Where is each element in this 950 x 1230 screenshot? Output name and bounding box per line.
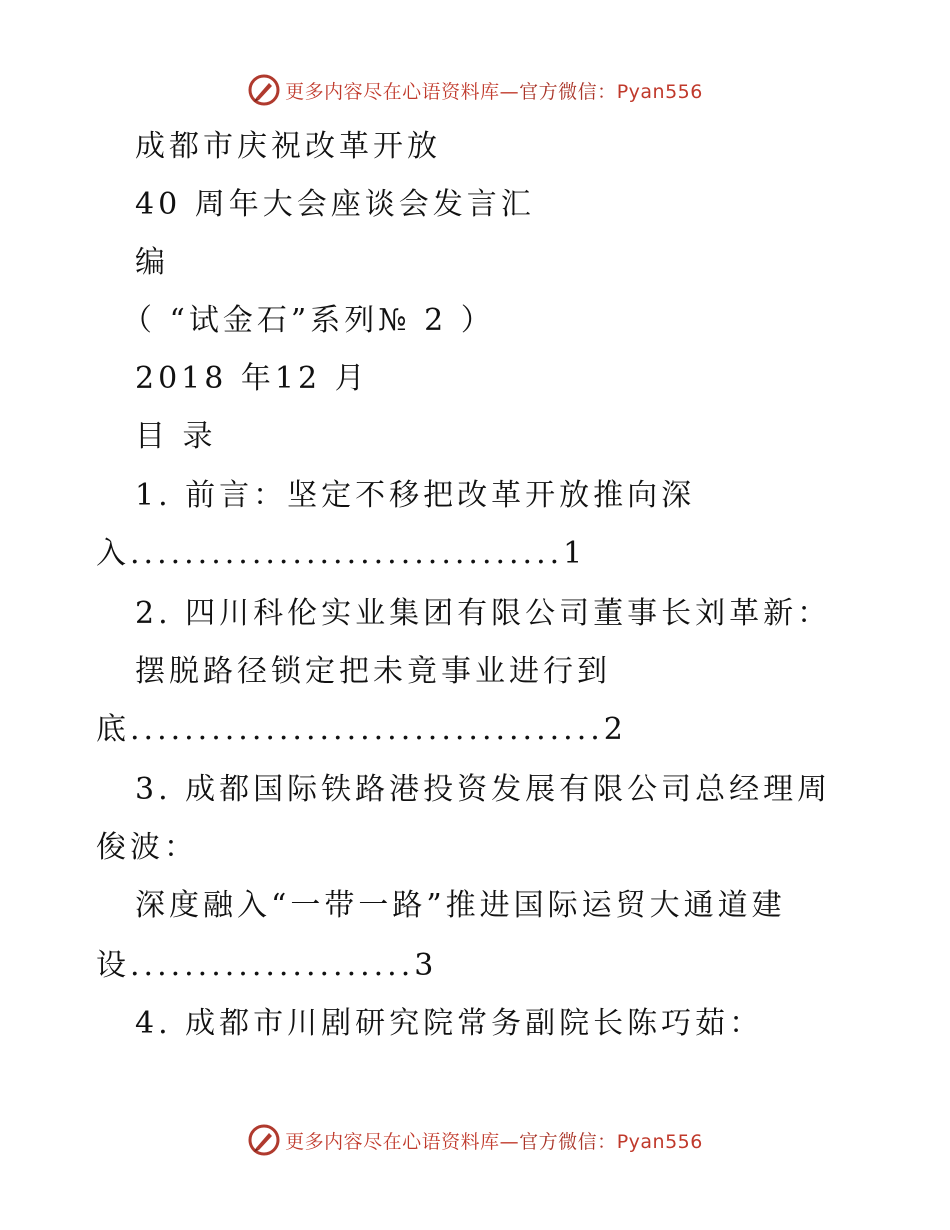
toc-item-3-leader [96,946,437,986]
toc-item-3-title-cont: 俊波： [96,830,198,865]
banner-wechat-id: Pyan556 [616,80,703,103]
banner-site: 更多内容尽在心语资料库 [285,80,500,103]
toc-item-1-page: 1 [563,536,587,571]
toc-item-2-title: 2. 四川科伦实业集团有限公司董事长刘革新： [135,596,832,631]
toc-item-1-dots: ................................ [130,536,564,571]
toc-item-1-leader [96,534,586,574]
toc-item-3-title: 3. 成都国际铁路港投资发展有限公司总经理周 [135,772,832,807]
quill-logo-icon [247,1123,281,1157]
toc-item-1-tail: 入 [96,536,130,571]
banner-label: 官方微信： [519,80,617,103]
banner-separator: — [499,80,520,103]
toc-item-2-dots: ................................... [130,712,604,747]
footer-banner [0,1120,950,1160]
toc-item-1-title: 1. 前言：坚定不移把改革开放推向深 [135,478,696,513]
banner-text [285,1127,703,1154]
toc-item-2-page: 2 [603,712,627,747]
banner-wechat-id: Pyan556 [616,1130,703,1153]
toc-item-3-subtitle: 深度融入“一带一路”推进国际运贸大通道建 [135,888,786,923]
title-line-2: 40 周年大会座谈会发言汇 [135,187,535,222]
banner-separator: — [499,1130,520,1153]
header-banner [0,70,950,110]
quill-logo-icon [247,73,281,107]
series-label: （ “试金石”系列№ 2 ） [122,303,495,338]
banner-label: 官方微信： [519,1130,617,1153]
toc-item-2-subtitle: 摆脱路径锁定把未竟事业进行到 [135,654,611,689]
toc-item-4-title: 4. 成都市川剧研究院常务副院长陈巧茹： [135,1006,764,1041]
title-line-3: 编 [135,245,169,280]
document-date: 2018 年12 月 [135,361,369,396]
banner-site: 更多内容尽在心语资料库 [285,1130,500,1153]
title-line-1: 成都市庆祝改革开放 [135,129,441,164]
toc-item-3-page: 3 [414,948,438,983]
toc-item-2-tail: 底 [96,712,130,747]
toc-heading: 目 录 [135,419,217,454]
toc-item-3-tail: 设 [96,948,130,983]
toc-item-3-dots: ..................... [130,948,415,983]
banner-text [285,77,703,104]
toc-item-2-leader [96,710,627,750]
